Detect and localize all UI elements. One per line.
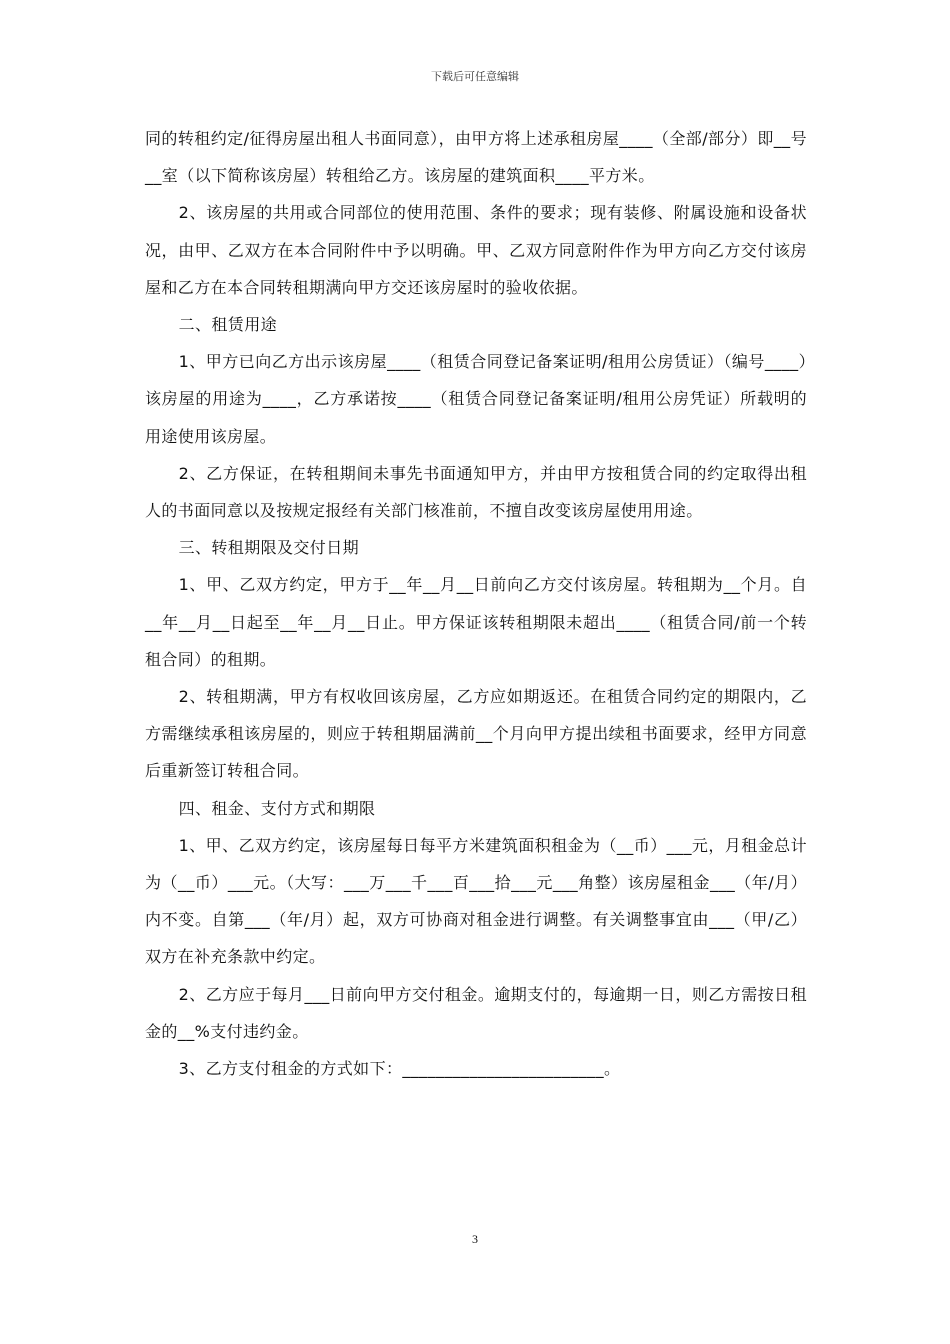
section-heading: 二、租赁用途 [178, 315, 277, 335]
section-heading: 四、租金、支付方式和期限 [178, 798, 376, 818]
document-body [145, 120, 807, 1087]
paragraph: 3、乙方支付租金的方式如下：________________________。 [178, 1059, 621, 1079]
paragraph: 1、甲、乙双方约定，甲方于__年__月__日前向乙方交付该房屋。转租期为__个月。自__年__月__日起至__年__月__日止。甲方保证该转租期限未超出____（租赁合同/前一个转租合同）的租期。 [145, 575, 807, 669]
paragraph: 2、转租期满，甲方有权收回该房屋，乙方应如期返还。在租赁合同约定的期限内，乙方需继续承租该房屋的，则应于转租期届满前__个月向甲方提出续租书面要求，经甲方同意后重新签订转租合同。 [145, 687, 807, 781]
paragraph: 2、该房屋的共用或合同部位的使用范围、条件的要求；现有装修、附属设施和设备状况，由甲、乙双方在本合同附件中予以明确。甲、乙双方同意附件作为甲方向乙方交付该房屋和乙方在本合同转租期满向甲方交还该房屋时的验收依据。 [145, 203, 807, 297]
paragraph: 2、乙方应于每月___日前向甲方交付租金。逾期支付的，每逾期一日，则乙方需按日租金的__%支付违约金。 [145, 984, 807, 1041]
page-number: 3 [472, 1232, 478, 1246]
paragraph: 1、甲、乙双方约定，该房屋每日每平方米建筑面积租金为（__币）___元，月租金总计为（__币）___元。（大写：___万___千___百___拾___元___角整）该房屋租金___（年/月）内不变。自第___（年/月）起，双方可协商对租金进行调整。有关调整事宜由___（甲/乙）双方在补充条款中约定。 [145, 835, 807, 967]
paragraph: 同的转租约定/征得房屋出租人书面同意），由甲方将上述承租房屋____（全部/部分）即__号__室（以下简称该房屋）转租给乙方。该房屋的建筑面积____平方米。 [145, 129, 807, 186]
page-header: 下载后可任意编辑 [431, 70, 519, 83]
paragraph: 1、甲方已向乙方出示该房屋____（租赁合同登记备案证明/租用公房赁证）（编号____）该房屋的用途为____，乙方承诺按____（租赁合同登记备案证明/租用公房凭证）所载明的用途使用该房屋。 [145, 352, 807, 446]
paragraph: 2、乙方保证，在转租期间未事先书面通知甲方，并由甲方按租赁合同的约定取得出租人的书面同意以及按规定报经有关部门核准前，不擅自改变该房屋使用用途。 [145, 463, 807, 521]
section-heading: 三、转租期限及交付日期 [178, 538, 359, 558]
